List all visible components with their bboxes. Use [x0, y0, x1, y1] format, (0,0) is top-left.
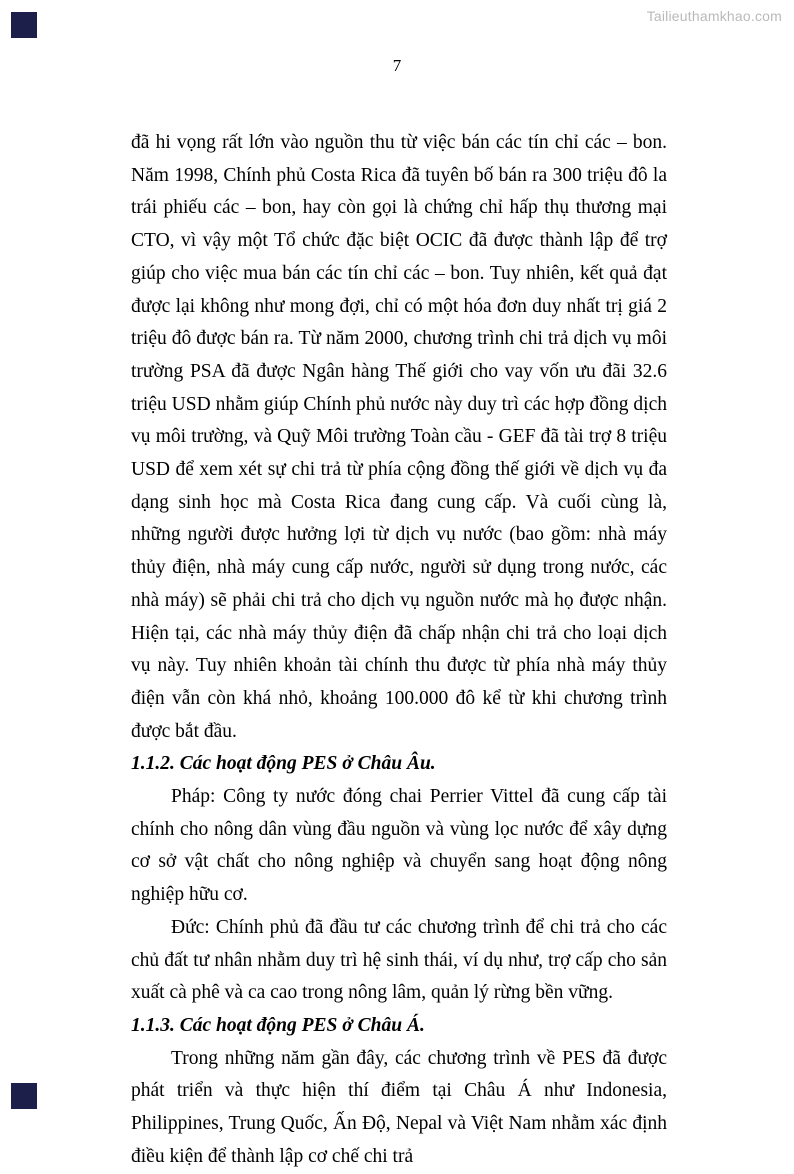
- document-body: [131, 127, 667, 1174]
- paragraph-asia: Trong những năm gần đây, các chương trình về PES đã được phát triển và thực hiện thí điểm tại Châu Á như Indonesia, Philippines, Trung Quốc, Ấn Độ, Nepal và Việt Nam nhằm xác định điều kiện để thành lập cơ chế chi trả: [131, 1047, 667, 1167]
- paragraph-costa-rica: đã hi vọng rất lớn vào nguồn thu từ việc bán các tín chỉ các – bon. Năm 1998, Chính phủ Costa Rica đã tuyên bố bán ra 300 triệu đô la trái phiếu các – bon, hay còn gọi là chứng chỉ hấp thụ thương mại CTO, vì vậy một Tổ chức đặc biệt OCIC đã được thành lập để trợ giúp cho việc mua bán các tín chỉ các – bon. Tuy nhiên, kết quả đạt được lại không như mong đợi, chỉ có một hóa đơn duy nhất trị giá 2 triệu đô được bán ra. Từ năm 2000, chương trình chi trả dịch vụ môi trường PSA đã được Ngân hàng Thế giới cho vay vốn ưu đãi 32.6 triệu USD nhằm giúp Chính phủ nước này duy trì các hợp đồng dịch vụ môi trường, và Quỹ Môi trường Toàn cầu - GEF đã tài trợ 8 triệu USD để xem xét sự chi trả từ phía cộng đồng thế giới về dịch vụ đa dạng sinh học mà Costa Rica đang cung cấp. Và cuối cùng là, những người được hưởng lợi từ dịch vụ nước (bao gồm: nhà máy thủy điện, nhà máy cung cấp nước, người sử dụng trong nước, các nhà máy) sẽ phải chi trả cho dịch vụ nguồn nước mà họ được nhận. Hiện tại, các nhà máy thủy điện đã chấp nhận chi trả cho loại dịch vụ này. Tuy nhiên khoản tài chính thu được từ phía nhà máy thủy điện vẫn còn khá nhỏ, khoảng 100.000 đô kể từ khi chương trình được bắt đầu.: [131, 132, 667, 742]
- paragraph-germany: Đức: Chính phủ đã đầu tư các chương trình để chi trả cho các chủ đất tư nhân nhằm duy trì hệ sinh thái, ví dụ như, trợ cấp cho sản xuất cà phê và ca cao trong nông lâm, quản lý rừng bền vững.: [131, 916, 667, 1004]
- corner-mark-bottom-left: [11, 1083, 37, 1109]
- page-number: 7: [392, 56, 402, 75]
- section-heading-1-1-3: 1.1.3. Các hoạt động PES ở Châu Á.: [131, 1014, 425, 1036]
- paragraph-france: Pháp: Công ty nước đóng chai Perrier Vittel đã cung cấp tài chính cho nông dân vùng đầu nguồn và vùng lọc nước để xây dựng cơ sở vật chất cho nông nghiệp và chuyển sang hoạt động nông nghiệp hữu cơ.: [131, 786, 667, 906]
- section-heading-1-1-2: 1.1.2. Các hoạt động PES ở Châu Âu.: [131, 753, 436, 775]
- watermark-site-label: Tailieuthamkhao.com: [646, 8, 782, 24]
- corner-mark-top-left: [11, 12, 37, 38]
